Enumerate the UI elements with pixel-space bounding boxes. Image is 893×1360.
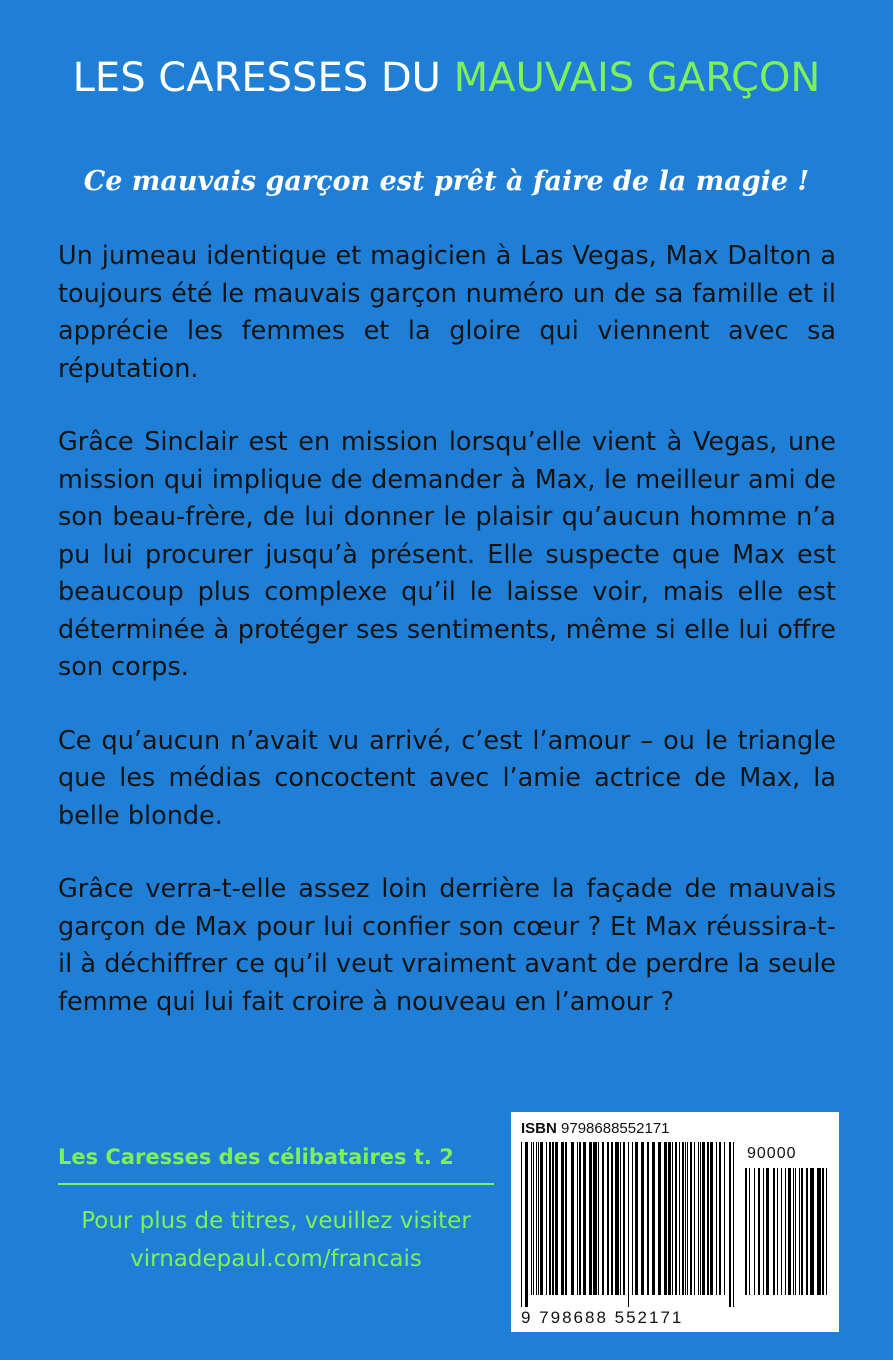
barcode-main-icon [521, 1142, 734, 1307]
title-part-white: LES CARESSES DU [72, 55, 454, 101]
price-code: 90000 [747, 1145, 797, 1162]
blurb-paragraph-2: Grâce Sinclair est en mission lorsqu’elle vient à Vegas, une mission qui implique de demander à Max, le meilleur ami de son beau-frère, de lui donner le plaisir qu’aucun homme n’a pu lui procurer jusqu’à présent. Elle suspecte que Max est beaucoup plus complexe qu’il le laisse voir, mais elle est déterminée à protéger ses sentiments, même si elle lui offre son corps. [58, 427, 836, 682]
tagline: Ce mauvais garçon est prêt à faire de la magie ! [83, 166, 810, 197]
title-part-green: MAUVAIS GARÇON [453, 55, 821, 101]
blurb-paragraph-1: Un jumeau identique et magicien à Las Vegas, Max Dalton a toujours été le mauvais garçon numéro un de sa famille et il apprécie les femmes et la gloire qui viennent avec sa réputation. [58, 241, 836, 384]
isbn-prefix: ISBN [521, 1120, 557, 1137]
blurb [58, 238, 836, 1021]
divider [58, 1183, 494, 1185]
blurb-paragraph-4: Grâce verra-t-elle assez loin derrière la façade de mauvais garçon de Max pour lui confier son cœur ? Et Max réussira-t-il à déchiffrer ce qu’il veut vraiment avant de perdre la seule femme qui lui fait croire à nouveau en l’amour ? [58, 874, 836, 1017]
book-title [0, 52, 893, 104]
blurb-paragraph-3: Ce qu’aucun n’avait vu arrivé, c’est l’amour – ou le triangle que les médias concoctent avec l’amie actrice de Max, la belle blonde. [58, 725, 836, 831]
isbn-number: 9798688552171 [561, 1120, 670, 1137]
more-titles-line: Pour plus de titres, veuillez visiter [81, 1208, 471, 1234]
barcode-addon-icon [745, 1168, 829, 1307]
barcode-digits: 9 798688 552171 [521, 1308, 684, 1327]
website-url: virnadepaul.com/francais [130, 1246, 422, 1272]
more-titles [58, 1202, 494, 1278]
isbn-label [521, 1120, 669, 1137]
barcode-box [511, 1112, 839, 1332]
series-title: Les Caresses des célibataires t. 2 [58, 1145, 454, 1169]
